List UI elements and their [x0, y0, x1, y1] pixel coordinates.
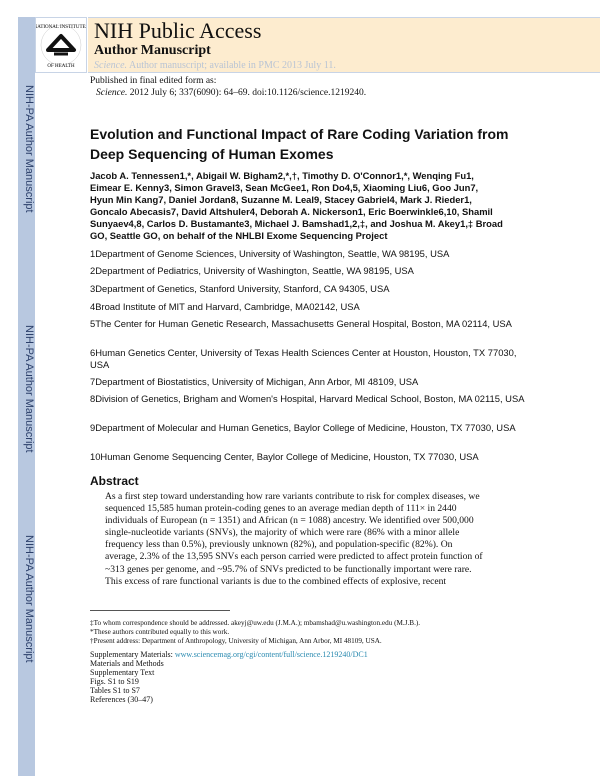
abstract-line: As a first step toward understanding how rare variants contribute to risk for complex diseases, we — [105, 491, 480, 502]
supplementary-item: Tables S1 to S7 — [90, 686, 140, 695]
author-line: GO, Seattle GO, on behalf of the NHLBI Exome Sequencing Project — [90, 230, 388, 241]
affiliation: 5The Center for Human Genetic Research, Massachusetts General Hospital, Boston, MA 02114, USA — [90, 318, 512, 329]
svg-text:NATIONAL INSTITUTES: NATIONAL INSTITUTES — [36, 25, 86, 30]
author-line: Hyun Min Kang7, Daniel Jordan8, Suzanne M. Leal9, Stacey Gabriel4, Mark J. Rieder1, — [90, 194, 472, 205]
affiliation: 1Department of Genome Sciences, University of Washington, Seattle, WA 98195, USA — [90, 248, 450, 259]
sidebar-label: NIH-PA Author Manuscript — [23, 325, 35, 453]
supplementary-label: Supplementary Materials: — [90, 650, 175, 659]
author-line: Goncalo Abecasis7, David Altshuler4, Deborah A. Nickerson1, Eric Boerwinkle6,10, Shamil — [90, 206, 493, 217]
citation — [96, 88, 366, 98]
abstract-body — [105, 491, 483, 588]
citation-text: 2012 July 6; 337(6090): 64–69. doi:10.1126/science.1219240. — [127, 88, 367, 98]
footnote: †Present address: Department of Anthropology, University of Michigan, Ann Arbor, MI 48109, USA. — [90, 637, 382, 645]
abstract-line: frequency less than 0.5%), previously unknown (82%), and population-specific (82%). On — [105, 539, 453, 551]
sidebar-label: NIH-PA Author Manuscript — [23, 535, 35, 663]
supplementary-link[interactable]: www.sciencemag.org/cgi/content/full/science.1219240/DC1 — [174, 650, 368, 659]
supplementary-materials — [90, 650, 368, 659]
abstract-line: single-nucleotide variants (SNVs), the majority of which were rare (86% with a minor allele — [105, 527, 460, 539]
author-line: Eimear E. Kenny3, Simon Gravel3, Sean McGee1, Ron Do4,5, Xiaoming Liu6, Goo Jun7, — [90, 182, 479, 193]
abstract-line: average, 2.3% of the 13,595 SNVs each person carried were predicted to affect protein function of — [105, 551, 483, 563]
header-title: NIH Public Access — [94, 18, 262, 43]
availability-text: Author manuscript; available in PMC 2013 July 11. — [127, 60, 336, 71]
supplementary-item: Figs. S1 to S19 — [90, 677, 139, 686]
header-subtitle: Author Manuscript — [94, 43, 211, 58]
svg-text:OF HEALTH: OF HEALTH — [47, 64, 75, 69]
abstract-heading: Abstract — [90, 474, 139, 488]
affiliation: 7Department of Biostatistics, University of Michigan, Ann Arbor, MI 48109, USA — [90, 376, 419, 387]
affiliation: 10Human Genome Sequencing Center, Baylor College of Medicine, Houston, TX 77030, USA — [90, 451, 479, 462]
abstract-line: sequenced 15,585 human protein-coding genes to an average median depth of 111× in 2440 — [105, 503, 457, 515]
footnote: *These authors contributed equally to this work. — [90, 628, 230, 636]
journal-name: Science. — [96, 88, 128, 98]
affiliation: 2Department of Pediatrics, University of Washington, Seattle, WA 98195, USA — [90, 265, 414, 276]
header-banner — [88, 17, 600, 73]
author-line: Jacob A. Tennessen1,*, Abigail W. Bigham2,*,†, Timothy D. O'Connor1,*, Wenqing Fu1, — [90, 170, 474, 181]
supplementary-item: Materials and Methods — [90, 659, 164, 668]
journal-name: Science. — [94, 60, 128, 71]
supplementary-item: References (30–47) — [90, 695, 153, 704]
affiliation: 8Division of Genetics, Brigham and Women's Hospital, Harvard Medical School, Boston, MA 02115, USA — [90, 393, 525, 404]
published-label: Published in final edited form as: — [90, 76, 217, 86]
affiliation: 6Human Genetics Center, University of Texas Health Sciences Center at Houston, Houston, TX 77030, USA — [90, 347, 517, 370]
author-line: Sunyaev4,8, Carlos D. Bustamante3, Michael J. Bamshad1,2,‡, and Joshua M. Akey1,‡ Broad — [90, 218, 503, 229]
availability-note — [94, 60, 336, 71]
affiliation: 3Department of Genetics, Stanford University, Stanford, CA 94305, USA — [90, 283, 390, 294]
affiliation: 4Broad Institute of MIT and Harvard, Cambridge, MA02142, USA — [90, 301, 360, 312]
affiliation: 9Department of Molecular and Human Genetics, Baylor College of Medicine, Houston, TX 77030, USA — [90, 422, 516, 433]
author-list — [90, 170, 540, 242]
nih-logo — [35, 17, 87, 73]
abstract-line: This excess of rare functional variants is due to the combined effects of explosive, recent — [105, 575, 447, 587]
abstract-line: individuals of European (n = 1351) and African (n = 1088) ancestry. We identified over 500,000 — [105, 515, 474, 527]
paper-title: Evolution and Functional Impact of Rare Coding Variation from Deep Sequencing of Human Exomes — [90, 126, 509, 162]
footnote: ‡To whom correspondence should be addressed. akeyj@uw.edu (J.M.A.); mbamshad@u.washington.edu (M.J.B.). — [90, 619, 421, 627]
footnote-divider — [90, 610, 230, 611]
abstract-line: ~313 genes per genome, and ~95.7% of SNVs predicted to be functionally important were rare. — [105, 563, 472, 575]
sidebar-label: NIH-PA Author Manuscript — [23, 85, 35, 213]
supplementary-item: Supplementary Text — [90, 668, 155, 677]
